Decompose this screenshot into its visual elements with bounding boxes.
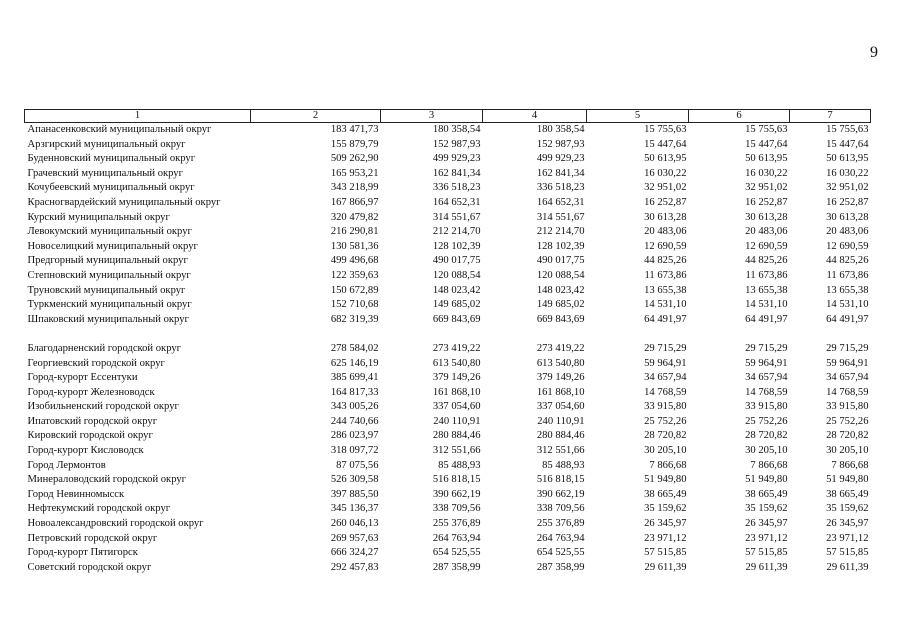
value-cell: 26 345,97 xyxy=(745,518,788,530)
value-cell: 149 685,02 xyxy=(432,299,481,311)
value-cell: 654 525,55 xyxy=(536,547,585,559)
value-cell: 28 720,82 xyxy=(745,430,788,442)
municipality-name: Изобильненский городской округ xyxy=(27,401,179,413)
value-cell: 128 102,39 xyxy=(432,240,481,252)
value-cell: 20 483,06 xyxy=(745,226,788,238)
value-cell: 38 665,49 xyxy=(745,488,788,500)
value-cell: 34 657,94 xyxy=(745,372,788,384)
value-cell: 35 159,62 xyxy=(745,503,788,515)
value-cell: 167 866,97 xyxy=(330,196,379,208)
value-cell: 526 309,58 xyxy=(330,474,379,486)
municipality-name: Арзгирский муниципальный округ xyxy=(27,138,186,150)
value-cell: 397 885,50 xyxy=(330,488,379,500)
value-cell: 14 768,59 xyxy=(745,386,788,398)
value-cell: 165 953,21 xyxy=(330,167,379,179)
table-row xyxy=(25,254,871,269)
value-cell: 379 149,26 xyxy=(536,372,585,384)
table-row xyxy=(25,473,871,488)
value-cell: 345 136,37 xyxy=(330,503,379,515)
value-cell: 11 673,86 xyxy=(745,269,788,281)
value-cell: 312 551,66 xyxy=(432,445,481,457)
value-cell: 260 046,13 xyxy=(330,518,379,530)
value-cell: 51 949,80 xyxy=(826,474,869,486)
value-cell: 11 673,86 xyxy=(644,269,687,281)
municipality-name: Буденновский муниципальный округ xyxy=(27,153,196,165)
column-number-2: 2 xyxy=(251,110,381,123)
value-cell: 13 655,38 xyxy=(745,284,788,296)
value-cell: 7 866,68 xyxy=(649,459,687,471)
value-cell: 12 690,59 xyxy=(644,240,687,252)
value-cell: 516 818,15 xyxy=(536,474,585,486)
value-cell: 669 843,69 xyxy=(536,313,585,325)
value-cell: 64 491,97 xyxy=(826,313,869,325)
value-cell: 14 768,59 xyxy=(644,386,687,398)
value-cell: 29 715,29 xyxy=(745,342,788,354)
value-cell: 14 531,10 xyxy=(826,299,869,311)
table-row xyxy=(25,444,871,459)
table-row xyxy=(25,123,871,138)
value-cell: 337 054,60 xyxy=(536,401,585,413)
value-cell: 23 971,12 xyxy=(644,532,687,544)
municipality-name: Шпаковский муниципальный округ xyxy=(27,313,189,325)
table-row xyxy=(25,225,871,240)
table-row xyxy=(25,415,871,430)
value-cell: 287 358,99 xyxy=(536,561,585,573)
value-cell: 29 715,29 xyxy=(644,342,687,354)
value-cell: 180 358,54 xyxy=(432,124,481,135)
value-cell: 23 971,12 xyxy=(826,532,869,544)
value-cell: 32 951,02 xyxy=(644,182,687,194)
value-cell: 87 075,56 xyxy=(336,459,379,471)
value-cell: 128 102,39 xyxy=(536,240,585,252)
table-row xyxy=(25,371,871,386)
value-cell: 613 540,80 xyxy=(432,357,481,369)
municipality-name: Грачевский муниципальный округ xyxy=(27,167,183,179)
column-number-1: 1 xyxy=(25,110,251,123)
table-row xyxy=(25,386,871,401)
table-body xyxy=(25,123,871,576)
value-cell: 51 949,80 xyxy=(644,474,687,486)
table-row xyxy=(25,517,871,532)
value-cell: 30 613,28 xyxy=(745,211,788,223)
column-number-4: 4 xyxy=(483,110,587,123)
value-cell: 38 665,49 xyxy=(826,488,869,500)
value-cell: 280 884,46 xyxy=(536,430,585,442)
value-cell: 50 613,95 xyxy=(745,153,788,165)
value-cell: 312 551,66 xyxy=(536,445,585,457)
municipality-name: Благодарненский городской округ xyxy=(27,342,181,354)
value-cell: 29 611,39 xyxy=(644,561,687,573)
value-cell: 161 868,10 xyxy=(536,386,585,398)
value-cell: 59 964,91 xyxy=(644,357,687,369)
value-cell: 337 054,60 xyxy=(432,401,481,413)
value-cell: 216 290,81 xyxy=(330,226,379,238)
value-cell: 32 951,02 xyxy=(826,182,869,194)
value-cell: 12 690,59 xyxy=(745,240,788,252)
municipality-name: Красногвардейский муниципальный округ xyxy=(27,196,221,208)
municipality-name: Кочубеевский муниципальный округ xyxy=(27,182,195,194)
value-cell: 164 652,31 xyxy=(432,196,481,208)
value-cell: 29 611,39 xyxy=(745,561,788,573)
value-cell: 613 540,80 xyxy=(536,357,585,369)
value-cell: 30 613,28 xyxy=(826,211,869,223)
group-separator xyxy=(25,327,871,342)
value-cell: 85 488,93 xyxy=(542,459,585,471)
value-cell: 85 488,93 xyxy=(438,459,481,471)
table-row xyxy=(25,429,871,444)
value-cell: 35 159,62 xyxy=(644,503,687,515)
value-cell: 16 030,22 xyxy=(644,167,687,179)
column-number-5: 5 xyxy=(587,110,689,123)
value-cell: 669 843,69 xyxy=(432,313,481,325)
value-cell: 212 214,70 xyxy=(536,226,585,238)
value-cell: 15 755,63 xyxy=(644,124,687,135)
value-cell: 338 709,56 xyxy=(536,503,585,515)
value-cell: 51 949,80 xyxy=(745,474,788,486)
table-row xyxy=(25,138,871,153)
value-cell: 682 319,39 xyxy=(330,313,379,325)
value-cell: 34 657,94 xyxy=(644,372,687,384)
value-cell: 7 866,68 xyxy=(750,459,788,471)
value-cell: 499 496,68 xyxy=(330,255,379,267)
value-cell: 654 525,55 xyxy=(432,547,481,559)
value-cell: 33 915,80 xyxy=(644,401,687,413)
value-cell: 162 841,34 xyxy=(432,167,481,179)
value-cell: 122 359,63 xyxy=(330,269,379,281)
table-row xyxy=(25,532,871,547)
value-cell: 20 483,06 xyxy=(644,226,687,238)
value-cell: 13 655,38 xyxy=(826,284,869,296)
value-cell: 490 017,75 xyxy=(536,255,585,267)
municipality-name: Город-курорт Ессентуки xyxy=(27,372,138,384)
value-cell: 244 740,66 xyxy=(330,415,379,427)
value-cell: 162 841,34 xyxy=(536,167,585,179)
table-row xyxy=(25,167,871,182)
value-cell: 379 149,26 xyxy=(432,372,481,384)
table-row xyxy=(25,152,871,167)
table-row xyxy=(25,298,871,313)
value-cell: 64 491,97 xyxy=(745,313,788,325)
value-cell: 15 447,64 xyxy=(644,138,687,150)
value-cell: 318 097,72 xyxy=(330,445,379,457)
table-row xyxy=(25,561,871,576)
value-cell: 255 376,89 xyxy=(536,518,585,530)
municipality-name: Новоалександровский городской округ xyxy=(27,518,204,530)
table-row xyxy=(25,211,871,226)
value-cell: 59 964,91 xyxy=(745,357,788,369)
municipality-name: Георгиевский городской округ xyxy=(27,357,165,369)
value-cell: 292 457,83 xyxy=(330,561,379,573)
value-cell: 44 825,26 xyxy=(826,255,869,267)
value-cell: 16 030,22 xyxy=(745,167,788,179)
table-row xyxy=(25,196,871,211)
table-row xyxy=(25,240,871,255)
value-cell: 390 662,19 xyxy=(432,488,481,500)
value-cell: 130 581,36 xyxy=(330,240,379,252)
value-cell: 26 345,97 xyxy=(826,518,869,530)
value-cell: 149 685,02 xyxy=(536,299,585,311)
value-cell: 152 710,68 xyxy=(330,299,379,311)
value-cell: 240 110,91 xyxy=(433,415,481,427)
value-cell: 338 709,56 xyxy=(432,503,481,515)
page-number: 9 xyxy=(870,44,878,61)
value-cell: 30 205,10 xyxy=(644,445,687,457)
value-cell: 29 715,29 xyxy=(826,342,869,354)
value-cell: 64 491,97 xyxy=(644,313,687,325)
value-cell: 15 755,63 xyxy=(745,124,788,135)
municipality-name: Город Лермонтов xyxy=(27,459,106,471)
value-cell: 44 825,26 xyxy=(644,255,687,267)
value-cell: 385 699,41 xyxy=(330,372,379,384)
value-cell: 161 868,10 xyxy=(432,386,481,398)
value-cell: 34 657,94 xyxy=(826,372,869,384)
value-cell: 50 613,95 xyxy=(826,153,869,165)
value-cell: 287 358,99 xyxy=(432,561,481,573)
value-cell: 20 483,06 xyxy=(826,226,869,238)
municipality-name: Новоселицкий муниципальный округ xyxy=(27,240,198,252)
value-cell: 183 471,73 xyxy=(330,124,379,135)
table-row xyxy=(25,502,871,517)
municipality-name: Туркменский муниципальный округ xyxy=(27,299,192,311)
value-cell: 320 479,82 xyxy=(330,211,379,223)
value-cell: 152 987,93 xyxy=(432,138,481,150)
value-cell: 14 531,10 xyxy=(745,299,788,311)
value-cell: 16 252,87 xyxy=(745,196,788,208)
column-number-header-row xyxy=(25,110,871,123)
value-cell: 59 964,91 xyxy=(826,357,869,369)
value-cell: 516 818,15 xyxy=(432,474,481,486)
value-cell: 120 088,54 xyxy=(536,269,585,281)
value-cell: 25 752,26 xyxy=(826,415,869,427)
value-cell: 50 613,95 xyxy=(644,153,687,165)
table-row xyxy=(25,284,871,299)
value-cell: 15 755,63 xyxy=(826,124,869,135)
value-cell: 180 358,54 xyxy=(536,124,585,135)
value-cell: 12 690,59 xyxy=(826,240,869,252)
value-cell: 30 205,10 xyxy=(826,445,869,457)
municipality-name: Город-курорт Кисловодск xyxy=(27,445,144,457)
value-cell: 336 518,23 xyxy=(536,182,585,194)
value-cell: 44 825,26 xyxy=(745,255,788,267)
column-number-7: 7 xyxy=(790,110,871,123)
value-cell: 16 252,87 xyxy=(644,196,687,208)
value-cell: 16 030,22 xyxy=(826,167,869,179)
value-cell: 11 673,86 xyxy=(826,269,869,281)
value-cell: 33 915,80 xyxy=(826,401,869,413)
value-cell: 15 447,64 xyxy=(745,138,788,150)
value-cell: 30 205,10 xyxy=(745,445,788,457)
value-cell: 16 252,87 xyxy=(826,196,869,208)
value-cell: 280 884,46 xyxy=(432,430,481,442)
municipality-name: Левокумский муниципальный округ xyxy=(27,226,192,238)
separator-cell xyxy=(25,327,871,342)
value-cell: 35 159,62 xyxy=(826,503,869,515)
municipality-name: Нефтекумский городской округ xyxy=(27,503,171,515)
value-cell: 666 324,27 xyxy=(330,547,379,559)
table-row xyxy=(25,313,871,328)
value-cell: 314 551,67 xyxy=(432,211,481,223)
municipality-name: Ипатовский городской округ xyxy=(27,415,158,427)
municipality-name: Город-курорт Железноводск xyxy=(27,386,155,398)
value-cell: 148 023,42 xyxy=(536,284,585,296)
municipality-name: Степновский муниципальный округ xyxy=(27,269,191,281)
municipality-name: Кировский городской округ xyxy=(27,430,153,442)
budget-table xyxy=(24,109,871,575)
municipality-name: Предгорный муниципальный округ xyxy=(27,255,188,267)
value-cell: 57 515,85 xyxy=(644,547,687,559)
value-cell: 240 110,91 xyxy=(537,415,585,427)
value-cell: 155 879,79 xyxy=(330,138,379,150)
table-row xyxy=(25,342,871,357)
value-cell: 23 971,12 xyxy=(745,532,788,544)
municipality-name: Минераловодский городской округ xyxy=(27,474,187,486)
value-cell: 152 987,93 xyxy=(536,138,585,150)
value-cell: 509 262,90 xyxy=(330,153,379,165)
value-cell: 255 376,89 xyxy=(432,518,481,530)
value-cell: 13 655,38 xyxy=(644,284,687,296)
municipality-name: Курский муниципальный округ xyxy=(27,211,170,223)
value-cell: 490 017,75 xyxy=(432,255,481,267)
value-cell: 499 929,23 xyxy=(536,153,585,165)
municipality-name: Апанасенковский муниципальный округ xyxy=(27,124,212,135)
value-cell: 30 613,28 xyxy=(644,211,687,223)
value-cell: 212 214,70 xyxy=(432,226,481,238)
value-cell: 499 929,23 xyxy=(432,153,481,165)
value-cell: 264 763,94 xyxy=(432,532,481,544)
table-row xyxy=(25,459,871,474)
value-cell: 57 515,85 xyxy=(826,547,869,559)
value-cell: 148 023,42 xyxy=(432,284,481,296)
municipality-name: Город-курорт Пятигорск xyxy=(27,547,138,559)
value-cell: 278 584,02 xyxy=(330,342,379,354)
column-number-6: 6 xyxy=(689,110,790,123)
column-number-3: 3 xyxy=(381,110,483,123)
value-cell: 273 419,22 xyxy=(536,342,585,354)
value-cell: 14 768,59 xyxy=(826,386,869,398)
value-cell: 164 652,31 xyxy=(536,196,585,208)
value-cell: 15 447,64 xyxy=(826,138,869,150)
value-cell: 150 672,89 xyxy=(330,284,379,296)
value-cell: 343 218,99 xyxy=(330,182,379,194)
value-cell: 390 662,19 xyxy=(536,488,585,500)
value-cell: 57 515,85 xyxy=(745,547,788,559)
value-cell: 33 915,80 xyxy=(745,401,788,413)
table-row xyxy=(25,181,871,196)
value-cell: 314 551,67 xyxy=(536,211,585,223)
municipality-name: Петровский городской округ xyxy=(27,532,158,544)
table-row xyxy=(25,357,871,372)
value-cell: 269 957,63 xyxy=(330,532,379,544)
value-cell: 343 005,26 xyxy=(330,401,379,413)
value-cell: 38 665,49 xyxy=(644,488,687,500)
value-cell: 264 763,94 xyxy=(536,532,585,544)
value-cell: 120 088,54 xyxy=(432,269,481,281)
value-cell: 25 752,26 xyxy=(644,415,687,427)
table-row xyxy=(25,269,871,284)
value-cell: 336 518,23 xyxy=(432,182,481,194)
value-cell: 7 866,68 xyxy=(831,459,869,471)
value-cell: 14 531,10 xyxy=(644,299,687,311)
value-cell: 32 951,02 xyxy=(745,182,788,194)
value-cell: 164 817,33 xyxy=(330,386,379,398)
value-cell: 28 720,82 xyxy=(644,430,687,442)
value-cell: 28 720,82 xyxy=(826,430,869,442)
value-cell: 26 345,97 xyxy=(644,518,687,530)
value-cell: 625 146,19 xyxy=(330,357,379,369)
table-row xyxy=(25,488,871,503)
value-cell: 286 023,97 xyxy=(330,430,379,442)
value-cell: 25 752,26 xyxy=(745,415,788,427)
table-row xyxy=(25,400,871,415)
table-row xyxy=(25,546,871,561)
municipality-name: Город Невинномысск xyxy=(27,488,125,500)
municipality-name: Советский городской округ xyxy=(27,561,152,573)
value-cell: 273 419,22 xyxy=(432,342,481,354)
value-cell: 29 611,39 xyxy=(826,561,869,573)
municipality-name: Труновский муниципальный округ xyxy=(27,284,186,296)
